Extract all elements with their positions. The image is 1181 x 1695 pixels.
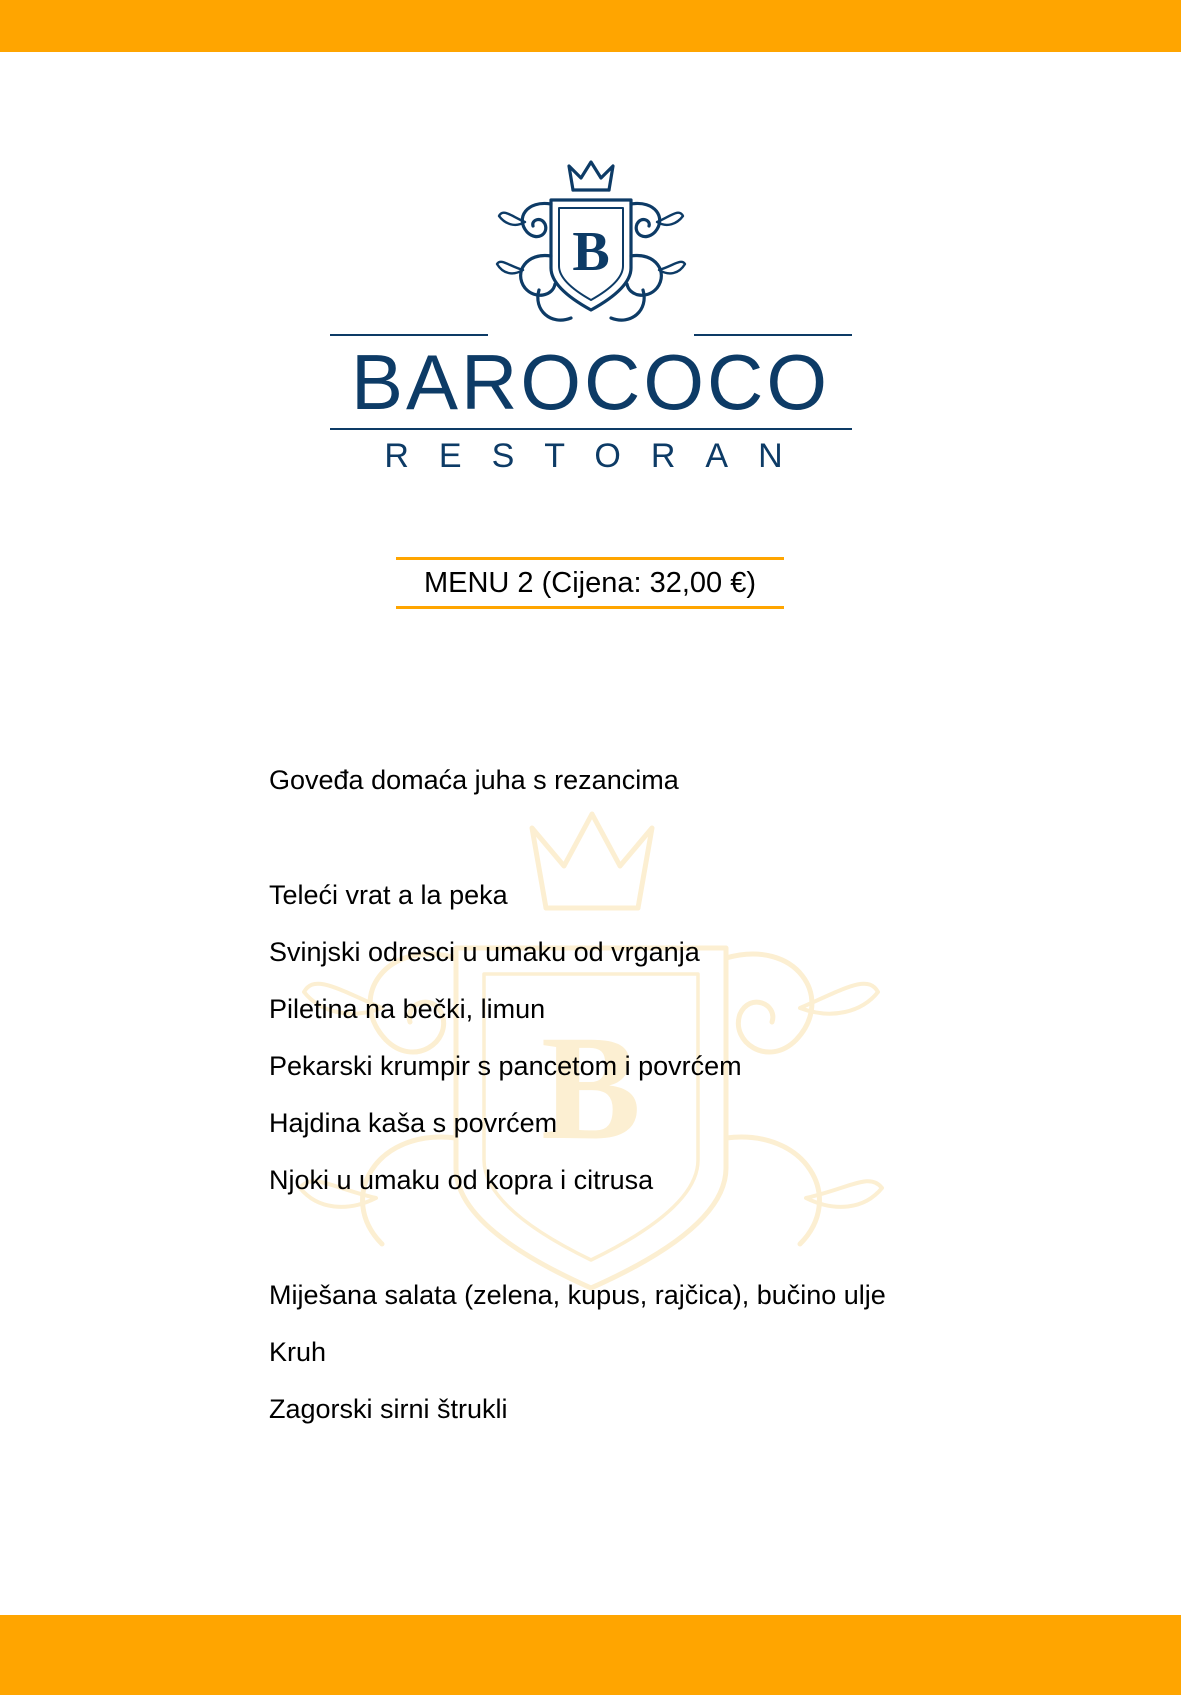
menu-item-bread: Kruh [269, 1337, 327, 1367]
menu-item-salad: Miješana salata (zelena, kupus, rajčica), bučino ulje [269, 1280, 886, 1310]
restaurant-name: BAROCOCO [350, 338, 831, 426]
menu-item-veal: Teleći vrat a la peka [269, 880, 508, 910]
watermark-letter: B [540, 1005, 642, 1171]
bottom-accent-bar [0, 1615, 1181, 1695]
menu-item-gnocchi: Njoki u umaku od kopra i citrusa [269, 1165, 654, 1195]
menu-item-strukli: Zagorski sirni štrukli [269, 1394, 508, 1424]
menu-item-pork: Svinjski odresci u umaku od vrganja [269, 937, 700, 967]
emblem-letter: B [572, 221, 610, 283]
menu-item-buckwheat: Hajdina kaša s povrćem [269, 1108, 558, 1138]
menu-item-potatoes: Pekarski krumpir s pancetom i povrćem [269, 1051, 742, 1081]
menu-item-chicken: Piletina na bečki, limun [269, 994, 546, 1024]
menu-title: MENU 2 (Cijena: 32,00 €) [423, 566, 757, 599]
menu-items-list [269, 0, 1149, 1695]
menu-item-soup: Goveđa domaća juha s rezancima [269, 765, 679, 795]
restaurant-subtitle: RESTORAN [384, 437, 813, 475]
